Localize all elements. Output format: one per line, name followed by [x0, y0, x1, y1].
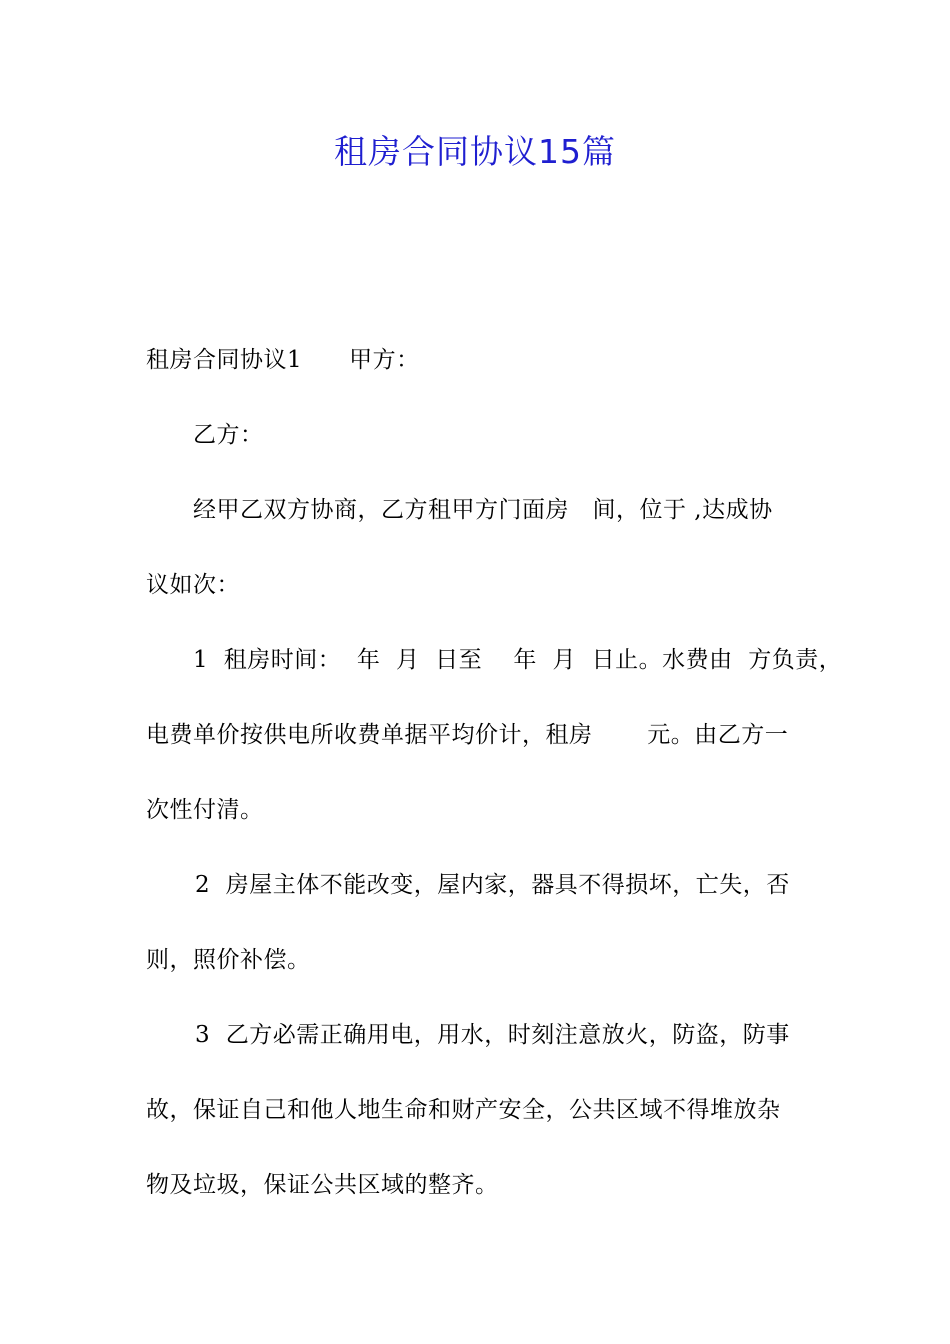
paragraph-line: 故，保证自己和他人地生命和财产安全，公共区域不得堆放杂 [146, 1097, 781, 1123]
document-title: 租房合同协议15篇 [334, 132, 616, 171]
paragraph-line: 议如次： [146, 572, 240, 598]
paragraph-line: 3 乙方必需正确用电，用水，时刻注意放火，防盗，防事 [195, 1022, 790, 1048]
paragraph-line: 乙方： [193, 422, 264, 448]
paragraph-line: 经甲乙双方协商，乙方租甲方门面房 间，位于 ,达成协 [193, 497, 773, 523]
paragraph-line: 次性付清。 [146, 797, 264, 823]
paragraph-line: 电费单价按供电所收费单据平均价计，租房 元。由乙方一 [146, 722, 789, 748]
paragraph-line: 则，照价补偿。 [146, 947, 311, 973]
paragraph-line: 物及垃圾，保证公共区域的整齐。 [146, 1172, 499, 1198]
paragraph-line: 1 租房时间： 年 月 日至 年 月 日止。水费由 方负责， [193, 647, 843, 673]
paragraph-line: 2 房屋主体不能改变，屋内家，器具不得损坏，亡失，否 [195, 872, 790, 898]
paragraph-line: 租房合同协议1 甲方： [146, 347, 420, 373]
